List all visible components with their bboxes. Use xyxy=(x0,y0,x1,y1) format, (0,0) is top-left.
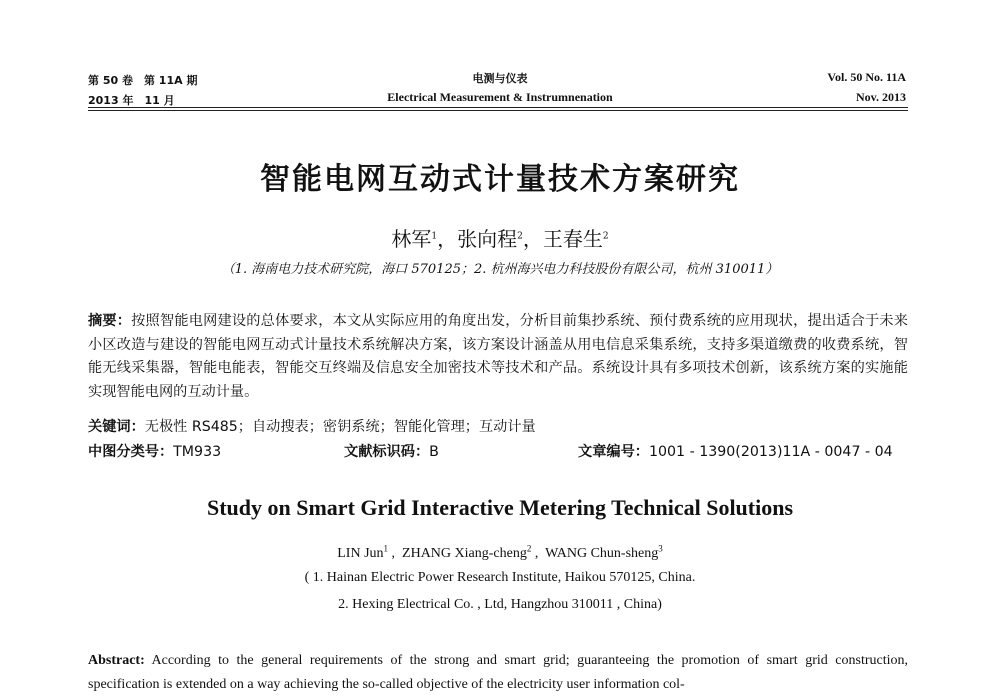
journal-date: 2013 年 11 月 xyxy=(88,94,175,107)
abstract-en xyxy=(88,649,908,697)
affiliation-cn: （1. 海南电力技术研究院，海口 570125；2. 杭州海兴电力科技股份有限公司，杭州 310011） xyxy=(221,262,779,277)
keywords-text-cn: 无极性 RS485；自动搜表；密钥系统；智能化管理；互动计量 xyxy=(144,419,536,435)
abstract-label-en: Abstract: xyxy=(88,653,145,668)
author-name: 林军 xyxy=(391,227,432,251)
header-rule-top xyxy=(88,107,908,108)
issue-date-en: Nov. 2013 xyxy=(855,90,906,104)
document-code-value: B xyxy=(429,444,439,460)
author-name: 张向程 xyxy=(457,227,518,251)
document-code-label: 文献标识码： xyxy=(344,444,430,460)
clc-label: 中图分类号： xyxy=(88,444,174,460)
author-name: LIN Jun xyxy=(337,546,384,561)
author-separator: ， xyxy=(437,227,458,251)
author-separator: ， xyxy=(522,227,543,251)
header-rule-bottom xyxy=(88,110,908,111)
affiliation-en-line2: 2. Hexing Electrical Co. , Ltd, Hangzhou 310011 , China) xyxy=(338,597,662,612)
author-affil-mark: 2 xyxy=(526,543,532,554)
affiliation-en-line1: ( 1. Hainan Electric Power Research Institute, Haikou 570125, China. xyxy=(304,570,696,585)
clc-value: TM933 xyxy=(173,444,222,460)
author-name: WANG Chun-sheng xyxy=(545,546,659,561)
author-list-en xyxy=(0,543,1000,562)
keywords-label-cn: 关键词： xyxy=(88,419,145,435)
author-affil-mark: 2 xyxy=(517,231,523,242)
abstract-cn xyxy=(88,310,908,404)
author-affil-mark: 3 xyxy=(658,543,663,554)
clc-number xyxy=(88,441,221,461)
keywords-cn xyxy=(88,416,536,436)
journal-volume-issue: 第 50 卷 第 11A 期 xyxy=(88,74,198,87)
article-number-value: 1001 - 1390(2013)11A - 0047 - 04 xyxy=(648,444,893,460)
article-number-label: 文章编号： xyxy=(578,444,649,460)
author-name: ZHANG Xiang-cheng xyxy=(402,546,527,561)
paper-title-cn: 智能电网互动式计量技术方案研究 xyxy=(260,162,740,197)
volume-number-en: Vol. 50 No. 11A xyxy=(827,70,906,84)
abstract-text-en: According to the general requirements of the strong and smart grid; guaranteeing the promotion of smart grid construction, specification is extended on a way achieving the so-called objective of the electricity user information col- xyxy=(88,653,908,692)
author-separator: , xyxy=(531,546,546,561)
author-affil-mark: 1 xyxy=(383,543,389,554)
author-separator: , xyxy=(388,546,403,561)
abstract-label-cn: 摘要： xyxy=(88,313,132,329)
abstract-text-cn: 按照智能电网建设的总体要求，本文从实际应用的角度出发，分析目前集抄系统、预付费系统的应用现状，提出适合于未来小区改造与建设的智能电网互动式计量技术系统解决方案，该方案设计涵盖从用电信息采集系统，支持多渠道缴费的收费系统，智能无线采集器，智能电能表，智能交互终端及信息安全加密技术等技术和产品。系统设计具有多项技术创新，该系统方案的实施能实现智能电网的互动计量。 xyxy=(88,313,908,400)
author-affil-mark: 1 xyxy=(431,231,438,242)
journal-name-en: Electrical Measurement & Instrumnenation xyxy=(387,90,613,104)
document-code xyxy=(344,441,439,461)
paper-title-en: Study on Smart Grid Interactive Metering Technical Solutions xyxy=(206,495,794,520)
journal-name-cn: 电测与仪表 xyxy=(472,72,528,85)
author-affil-mark: 2 xyxy=(602,231,609,242)
article-number xyxy=(578,441,893,461)
author-name: 王春生 xyxy=(542,227,603,251)
author-list-cn xyxy=(0,223,1000,252)
